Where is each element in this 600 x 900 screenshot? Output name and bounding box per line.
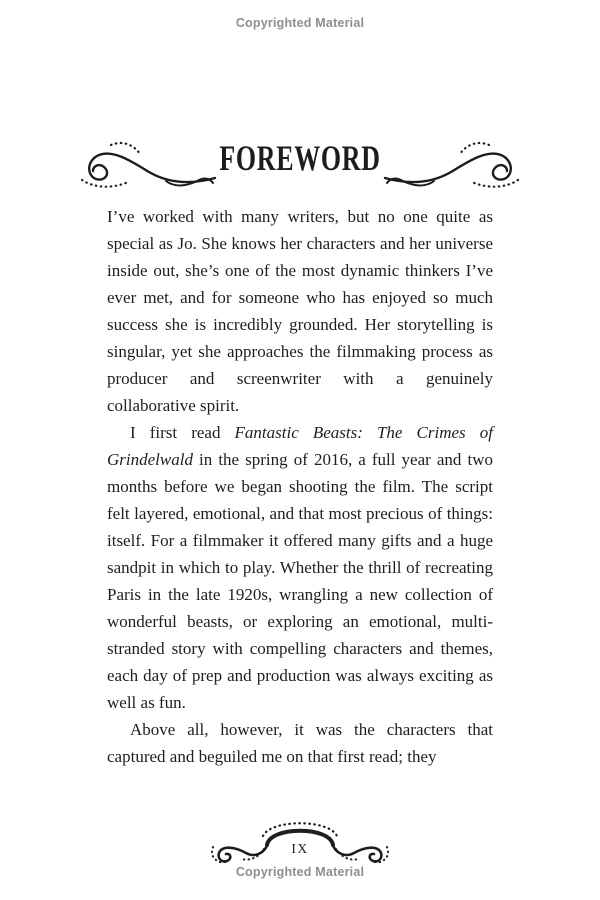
foreword-header	[0, 124, 600, 192]
copyright-notice-top: Copyrighted Material	[235, 16, 365, 30]
foreword-body	[107, 203, 493, 770]
flourish-right-icon	[382, 136, 522, 194]
paragraph: I’ve worked with many writers, but no one quite as special as Jo. She knows her characters and her universe inside out, she’s one of the most dynamic thinkers I’ve ever met, and for someone who has enjoyed so much success she is incredibly grounded. Her storytelling is singular, yet she approaches the filmmaking process as producer and screenwriter with a genuinely collaborative spirit.	[107, 207, 493, 415]
paragraph: I first read Fantastic Beasts: The Crimes of Grindelwald in the spring of 2016, a full year and two months before we began shooting the film. The script felt layered, emotional, and that most precious of things: itself. For a filmmaker it offered many gifts and a huge sandpit in which to play. Whether the thrill of recreating Paris in the late 1920s, wrangling a new collection of wonderful beasts, or exploring an emotional, multi-stranded story with compelling characters and themes, each day of prep and production was always exciting as well as fun.	[107, 423, 493, 712]
flourish-left-icon	[78, 136, 218, 194]
page-title: FOREWORD	[219, 138, 381, 178]
copyright-notice-bottom: Copyrighted Material	[235, 865, 365, 879]
footer-ornament-icon	[208, 817, 392, 863]
paragraph: Above all, however, it was the characters that captured and beguiled me on that first read; they	[107, 720, 493, 766]
page-number: IX	[291, 841, 309, 856]
